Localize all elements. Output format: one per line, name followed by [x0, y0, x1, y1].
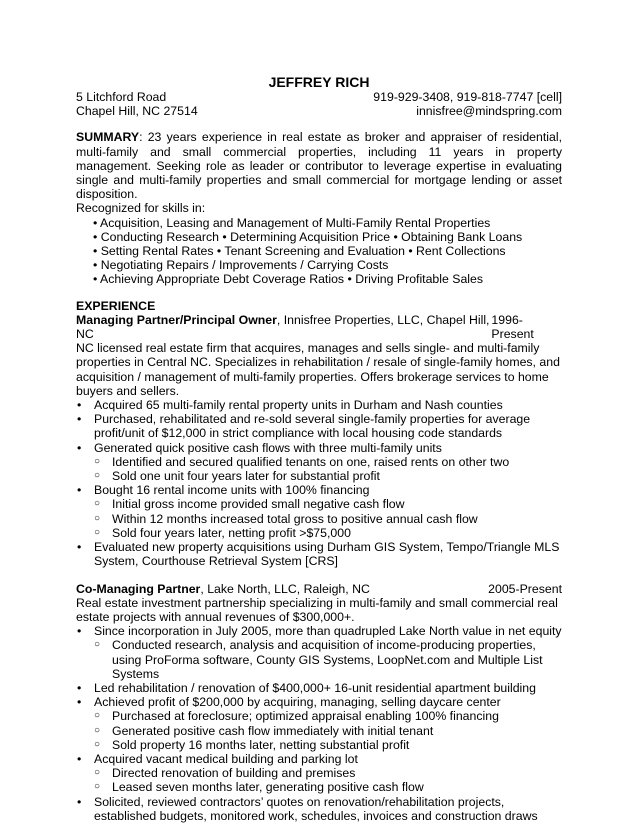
- bullet-text: Achieved profit of $200,000 by acquiring, managing, selling daycare center: [94, 695, 501, 710]
- bullet-text: Purchased, rehabilitated and re-sold several single-family properties for average profit/unit of $12,000 in strict compliance with local housing code standards: [94, 412, 531, 441]
- skills-list: [76, 216, 562, 287]
- address-line-2: Chapel Hill, NC 27514: [76, 104, 198, 119]
- bullet-item: [76, 441, 562, 484]
- skill-line: • Conducting Research • Determining Acquisition Price • Obtaining Bank Loans: [93, 229, 523, 244]
- bullet-item: [76, 540, 562, 568]
- bullet-item: [76, 695, 562, 752]
- sub-bullets: [94, 766, 562, 794]
- role-dates: 1996-Present: [491, 312, 534, 342]
- role-title-line: [76, 313, 491, 341]
- sub-bullet-item: ○ Within 12 months increased total gross to positive annual cash flow: [76, 512, 562, 526]
- bullet-item: [76, 483, 562, 540]
- role-description: NC licensed real estate firm that acquires, manages and sells single- and multi-family properties in Central NC. Specializes in rehabilitation / resale of single-family homes, and acquisition / management of multi-family properties. Offers brokerage services to home buyers and sellers.: [76, 341, 560, 398]
- bullet-text: Acquired 65 multi-family rental property units in Durham and Nash counties: [94, 398, 503, 413]
- skills-intro: Recognized for skills in:: [76, 201, 206, 216]
- sub-bullet-item: ○ Directed renovation of building and premises: [76, 766, 562, 780]
- sub-bullet-item: ○ Sold property 16 months later, netting substantial profit: [76, 738, 562, 752]
- candidate-name: JEFFREY RICH: [268, 74, 370, 90]
- bullet-text: Evaluated new property acquisitions using Durham GIS System, Tempo/Triangle MLS System, Courthouse Retrieval System [CRS]: [94, 540, 560, 569]
- role-dates: 2005-Present: [488, 581, 562, 596]
- summary-label: SUMMARY: [76, 130, 140, 145]
- phone-numbers: 919-929-3408, 919-818-7747 [cell]: [373, 90, 562, 104]
- bullet-item: [76, 398, 562, 412]
- email-address: innisfree@mindspring.com: [416, 104, 562, 119]
- sub-bullets: [94, 709, 562, 752]
- role-title: Managing Partner/Principal Owner: [76, 312, 277, 327]
- contact-row-2: [76, 104, 562, 118]
- role-company: , Lake North, LLC, Raleigh, NC: [200, 581, 370, 596]
- bullet-item: [76, 624, 562, 681]
- sub-bullet-item: ○ Sold four years later, netting profit >$75,000: [76, 526, 562, 540]
- skill-line: • Achieving Appropriate Debt Coverage Ratios • Driving Profitable Sales: [93, 272, 484, 287]
- resume-page: [76, 74, 562, 823]
- sub-bullet-item: ○ Conducted research, analysis and acquisition of income-producing properties, using ProForma software, County GIS Systems, LoopNet.com and Multiple List Systems: [76, 638, 562, 681]
- address-line-1: 5 Litchford Road: [76, 90, 167, 104]
- role-title-line: [76, 582, 370, 596]
- sub-bullet-item: ○ Initial gross income provided small negative cash flow: [76, 497, 562, 511]
- summary-paragraph: [76, 130, 562, 201]
- experience-heading: EXPERIENCE: [76, 298, 156, 313]
- sub-bullet-item: ○ Identified and secured qualified tenants on one, raised rents on other two: [76, 455, 562, 469]
- bullet-text: Solicited, reviewed contractors’ quotes on renovation/rehabilitation projects, established budgets, monitored work, schedules, invoices and construction draws: [94, 794, 538, 823]
- sub-bullets: [94, 497, 562, 540]
- role-bullets: [76, 398, 562, 568]
- sub-bullets: [94, 638, 562, 681]
- bullet-item: [76, 795, 562, 823]
- skill-line: • Acquisition, Leasing and Management of Multi-Family Rental Properties: [93, 215, 491, 230]
- bullet-item: [76, 412, 562, 440]
- sub-bullet-item: ○ Generated positive cash flow immediately with initial tenant: [76, 724, 562, 738]
- sub-bullets: [94, 455, 562, 483]
- role-description: Real estate investment partnership specializing in multi-family and small commercial real estate projects with annual revenues of $300,000+.: [76, 595, 558, 624]
- bullet-item: [76, 752, 562, 795]
- summary-text: : 23 years experience in real estate as broker and appraiser of residential, multi-family and small commercial properties, including 11 years in property management. Seeking role as leader or contributor to leverage expertise in evaluating single and multi-family properties and small commercial for mortgage lending or asset disposition.: [76, 130, 562, 202]
- bullet-item: [76, 681, 562, 695]
- bullet-text: Bought 16 rental income units with 100% financing: [94, 483, 370, 498]
- sub-bullet-item: ○ Leased seven months later, generating positive cash flow: [76, 780, 562, 794]
- role-title: Co-Managing Partner: [76, 581, 201, 596]
- sub-bullet-item: ○ Purchased at foreclosure; optimized appraisal enabling 100% financing: [76, 709, 562, 723]
- role-company: , Innisfree Properties, LLC, Chapel Hill, NC: [76, 312, 490, 342]
- skill-line: • Negotiating Repairs / Improvements / Carrying Costs: [93, 258, 389, 273]
- bullet-text: Led rehabilitation / renovation of $400,000+ 16-unit residential apartment building: [94, 680, 536, 695]
- bullet-text: Generated quick positive cash flows with three multi-family units: [94, 440, 442, 455]
- sub-bullet-item: ○ Sold one unit four years later for substantial profit: [76, 469, 562, 483]
- role-header: [76, 582, 562, 596]
- bullet-text: Since incorporation in July 2005, more than quadrupled Lake North value in net equity: [94, 624, 562, 639]
- role-bullets: [76, 624, 562, 823]
- skill-line: • Setting Rental Rates • Tenant Screening and Evaluation • Rent Collections: [93, 244, 506, 259]
- role-header: [76, 313, 562, 341]
- contact-row-1: [76, 90, 562, 104]
- bullet-text: Acquired vacant medical building and parking lot: [94, 751, 358, 766]
